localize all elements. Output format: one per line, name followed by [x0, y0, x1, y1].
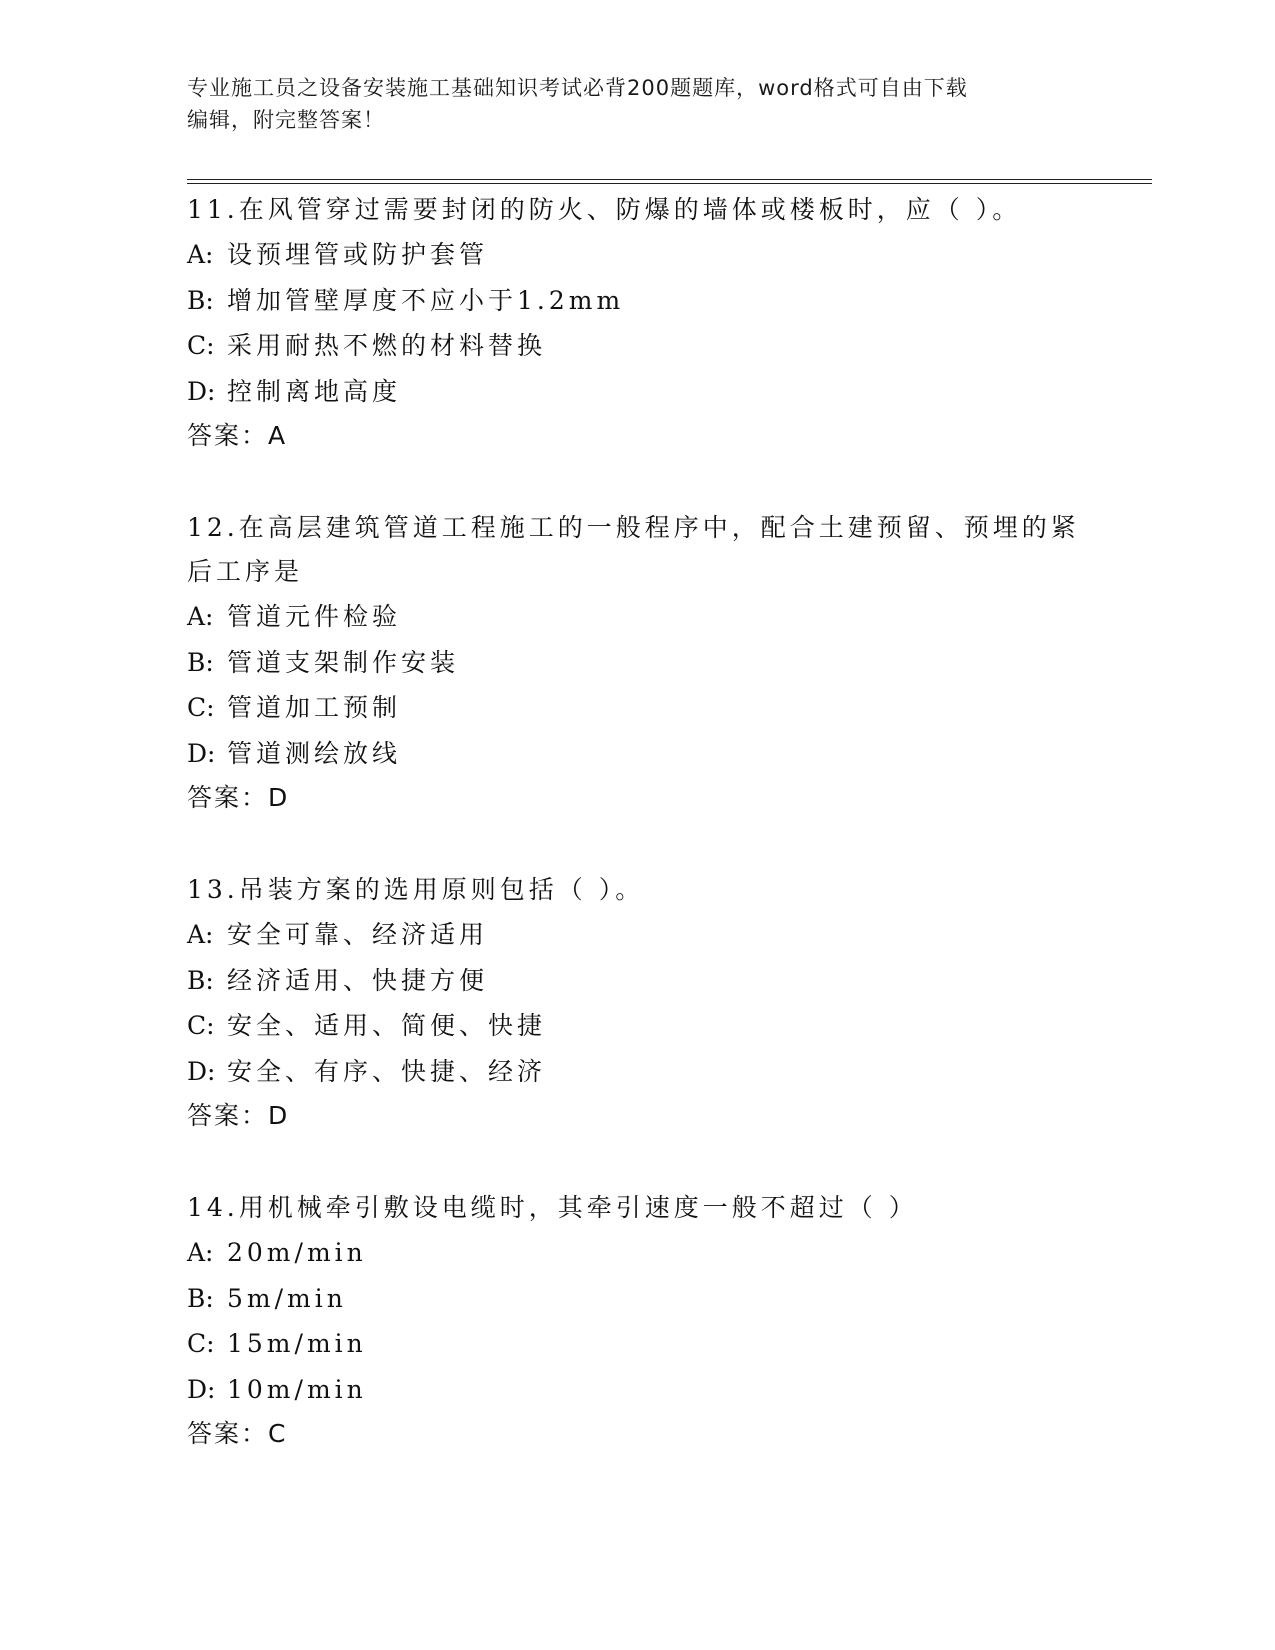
option-text: 增加管壁厚度不应小于1.2mm	[227, 285, 625, 315]
header-divider-top	[187, 179, 1152, 180]
document-header	[187, 72, 1067, 136]
option-c	[187, 323, 1087, 369]
option-text: 安全、适用、简便、快捷	[227, 1011, 547, 1040]
option-b	[187, 640, 1087, 686]
question-14	[187, 1186, 1087, 1456]
question-12	[187, 506, 1087, 820]
header-line-2: 编辑，附完整答案！	[187, 108, 385, 132]
option-d	[187, 369, 1087, 415]
option-text: 20m/min	[227, 1238, 367, 1267]
header-divider-bottom	[187, 183, 1152, 184]
question-stem: 11.在风管穿过需要封闭的防火、防爆的墙体或楼板时，应（ ）。	[187, 195, 1022, 224]
option-b	[187, 278, 1087, 324]
option-d	[187, 731, 1087, 777]
option-text: 管道元件检验	[227, 602, 402, 631]
option-text: 15m/min	[227, 1329, 367, 1358]
option-text: 经济适用、快捷方便	[227, 965, 489, 995]
question-stem: 14.用机械牵引敷设电缆时，其牵引速度一般不超过（ ）	[187, 1193, 918, 1222]
option-a	[187, 594, 1087, 640]
option-c	[187, 685, 1087, 731]
option-text: 控制离地高度	[227, 376, 402, 406]
answer-line: 答案：A	[187, 421, 288, 450]
option-letter: C:	[187, 1329, 215, 1358]
option-letter: C:	[187, 693, 215, 722]
option-text: 5m/min	[227, 1283, 347, 1313]
option-letter: A:	[187, 1238, 214, 1267]
option-letter: B:	[187, 647, 214, 677]
option-a	[187, 1230, 1087, 1276]
question-13	[187, 868, 1087, 1138]
header-line-1: 专业施工员之设备安装施工基础知识考试必背200题题库，word格式可自由下载	[187, 76, 968, 100]
question-list	[187, 188, 1087, 1504]
option-b	[187, 958, 1087, 1004]
option-letter: B:	[187, 285, 214, 315]
option-text: 采用耐热不燃的材料替换	[227, 331, 547, 360]
option-letter: D:	[187, 1056, 216, 1086]
option-text: 10m/min	[227, 1374, 367, 1404]
option-c	[187, 1321, 1087, 1367]
option-letter: B:	[187, 965, 214, 995]
option-letter: C:	[187, 331, 215, 360]
question-11	[187, 188, 1087, 458]
answer-line: 答案：D	[187, 783, 290, 812]
option-text: 安全可靠、经济适用	[227, 920, 489, 949]
option-b	[187, 1276, 1087, 1322]
option-text: 设预埋管或防护套管	[227, 240, 489, 269]
question-stem: 13.吊装方案的选用原则包括（ ）。	[187, 875, 645, 904]
option-text: 管道测绘放线	[227, 738, 402, 768]
option-d	[187, 1367, 1087, 1413]
option-text: 管道加工预制	[227, 693, 402, 722]
option-a	[187, 912, 1087, 958]
option-letter: A:	[187, 240, 214, 269]
option-d	[187, 1049, 1087, 1095]
option-text: 管道支架制作安装	[227, 647, 460, 677]
answer-line: 答案：D	[187, 1101, 290, 1130]
option-a	[187, 232, 1087, 278]
option-letter: A:	[187, 602, 214, 631]
option-letter: C:	[187, 1011, 215, 1040]
option-letter: A:	[187, 920, 214, 949]
question-stem: 12.在高层建筑管道工程施工的一般程序中，配合土建预留、预埋的紧后工序是	[187, 513, 1080, 586]
option-text: 安全、有序、快捷、经济	[227, 1056, 547, 1086]
option-letter: D:	[187, 1374, 216, 1404]
option-letter: D:	[187, 376, 216, 406]
option-c	[187, 1003, 1087, 1049]
option-letter: B:	[187, 1283, 214, 1313]
option-letter: D:	[187, 738, 216, 768]
answer-line: 答案：C	[187, 1419, 288, 1448]
